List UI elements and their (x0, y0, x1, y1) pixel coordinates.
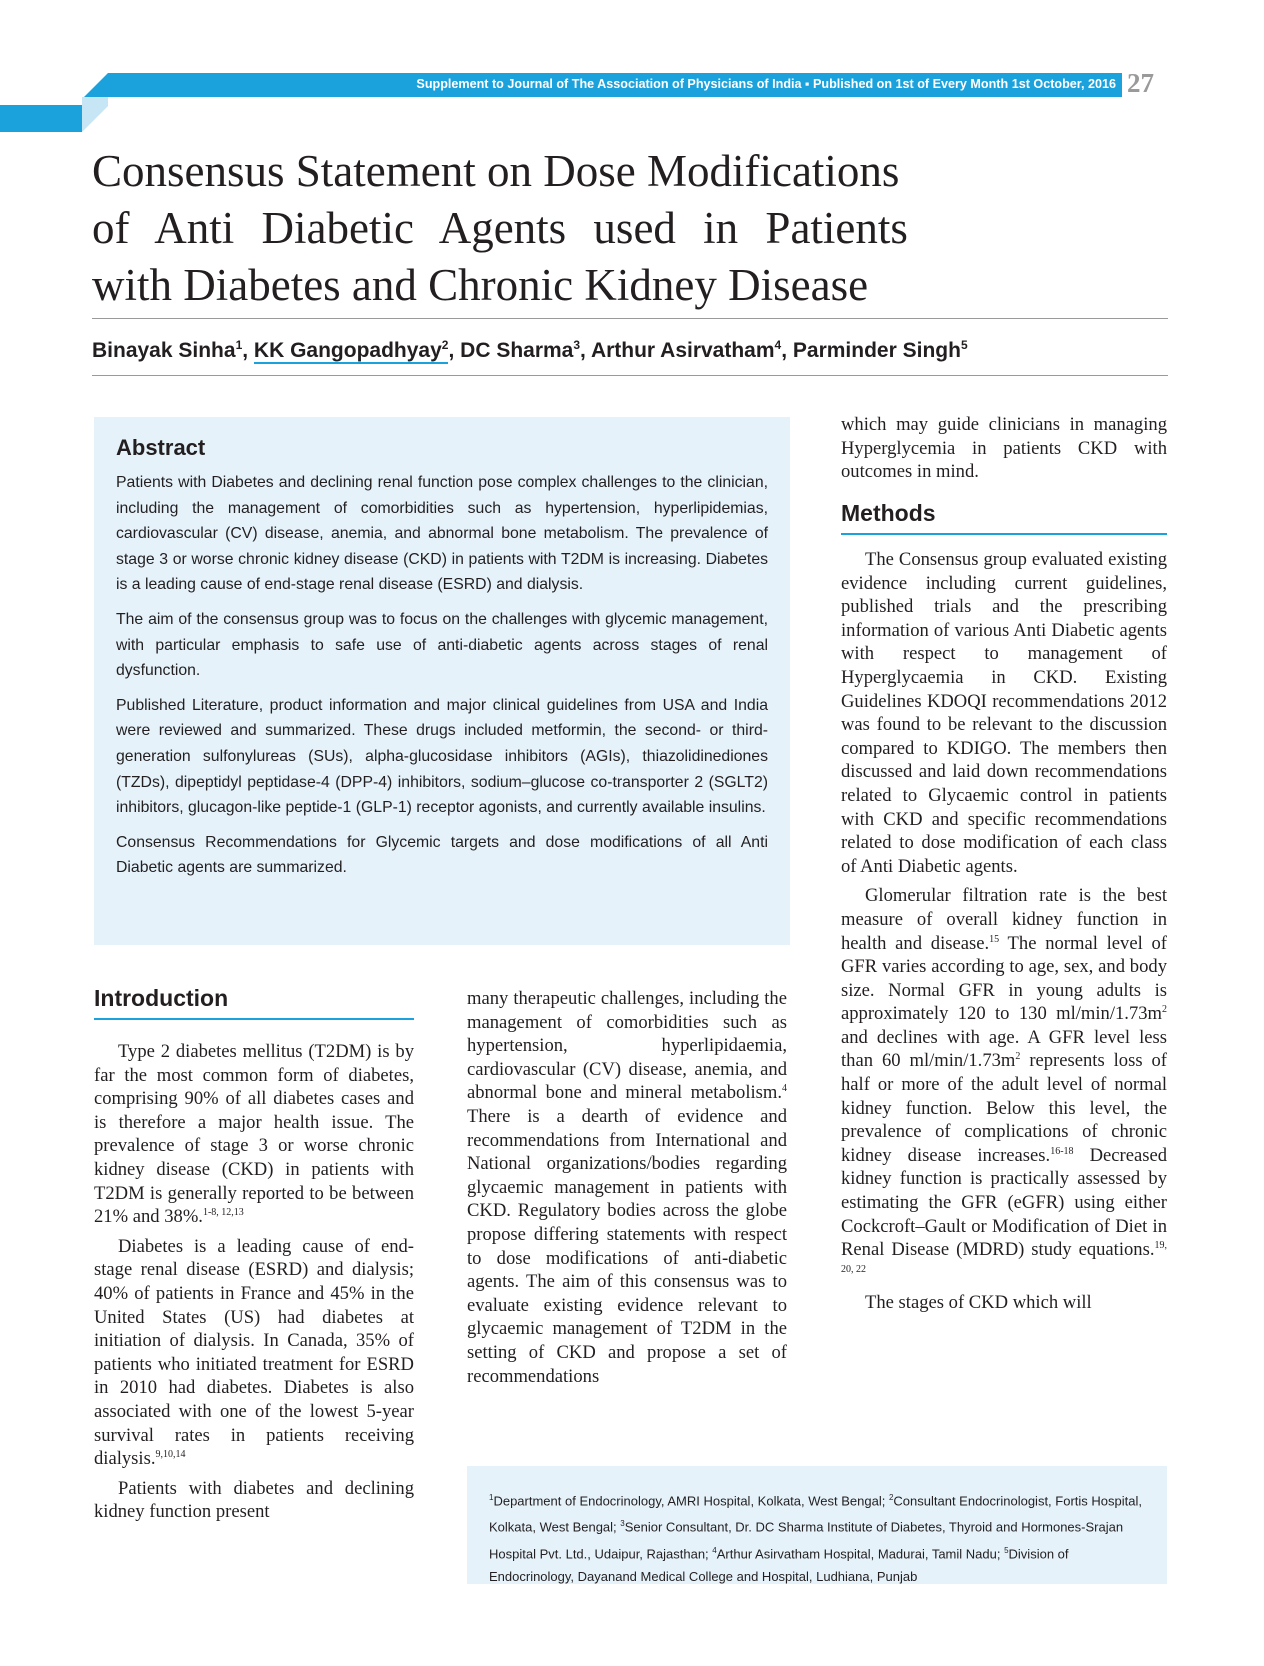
corner-tab (0, 105, 82, 132)
author-list: Binayak Sinha$^1$, KK Gangopadhyay$^2$, DC Sharma$^3$, Arthur Asirvatham$^4$, Parminder Singh$^5$ (92, 338, 968, 362)
author-4: Arthur Asirvatham$^4$ (590, 338, 782, 362)
right-column (841, 548, 1167, 1321)
journal-line: Supplement to Journal of The Association of Physicians of India ▪ Published on 1st of Every Month 1st October, 2016 (416, 77, 1116, 91)
methods-paragraph-3: The stages of CKD which will (865, 1292, 1092, 1314)
title-rule (92, 318, 1168, 319)
header-band-notch (84, 73, 108, 97)
middle-paragraph: many therapeutic challenges, including the management of comorbidities such as hypertension, hyperlipidaemia, cardiovascular (CV) disease, anemia, and abnormal bone and mineral metabolism.$^4$ There is a dearth of evidence and recommendations from International and National organizations/bodies regarding glycaemic management in patients with CKD. Regulatory bodies across the globe propose differing statements with respect to dose modifications of anti-diabetic agents. The aim of this consensus was to evaluate existing evidence relevant to glycaemic management of T2DM in the setting of CKD and propose a set of recommendations (467, 988, 787, 1387)
abstract-paragraph-3: Published Literature, product information and major clinical guidelines from USA and India were reviewed and summarized. These drugs included metformin, the second- or third-generation sulfonylureas (SUs), alpha-glucosidase inhibitors (AGIs), thiazolidinediones (TZDs), dipeptidyl peptidase-4 (DPP-4) inhibitors, sodium–glucose co-transporter 2 (SGLT2) inhibitors, glucagon-like peptide-1 (GLP-1) receptor agonists, and currently available insulins. (116, 696, 768, 817)
methods-heading: Methods (841, 500, 1167, 535)
affiliations-box: $^1$Department of Endocrinology, AMRI Hospital, Kolkata, West Bengal; $^2$Consultant Endocrinologist, Fortis Hospital, Kolkata, West Bengal; $^3$Senior Consultant, Dr. DC Sharma Institute of Diabetes, Thyroid and Hormones-Srajan Hospital Pvt. Ltd., Udaipur, Rajasthan; $^4$Arthur Asirvatham Hospital, Madurai, Tamil Nadu; $^5$Division of Endocrinology, Dayanand Medical College and Hospital, Ludhiana, Punjab (467, 1466, 1167, 1584)
abstract-heading: Abstract (116, 435, 206, 460)
methods-paragraph-2: Glomerular filtration rate is the best measure of overall kidney function in health and disease.$^{15}$ The normal level of GFR varies according to age, sex, and body size. Normal GFR in young adults is approximately 120 to 130 $ml/\min/1.73m^2$ and declines with age. A GFR level less than 60 $ml/\min/1.73m^2$ represents loss of half or more of the adult level of normal kidney function. Below this level, the prevalence of complications of chronic kidney disease increases.$^{16-18}$ Decreased kidney function is practically assessed by estimating the GFR (eGFR) using either Cockcroft–Gault or Modification of Diet in Renal Disease (MDRD) study equations.$^{19, 20, 22}$ (841, 885, 1167, 1275)
authors-rule (92, 375, 1168, 376)
author-3: DC Sharma$^3$ (460, 338, 581, 362)
right-intro-paragraph: which may guide clinicians in managing Hyperglycemia in patients CKD with outcomes in mind. (841, 414, 1167, 483)
right-column-top (841, 413, 1167, 490)
title-line-3: with Diabetes and Chronic Kidney Disease (92, 260, 869, 310)
abstract-paragraph-2: The aim of the consensus group was to focus on the challenges with glycemic management, with particular emphasis to safe use of anti-diabetic agents across stages of renal dysfunction. (116, 610, 768, 680)
corner-accent (82, 97, 108, 132)
middle-column (467, 987, 787, 1394)
author-5: Parminder Singh$^5$ (792, 338, 968, 362)
abstract-paragraph-4: Consensus Recommendations for Glycemic targets and dose modifications of all Anti Diabetic agents are summarized. (116, 833, 768, 877)
left-column (94, 1040, 414, 1530)
author-1: Binayak Sinha$^1$ (92, 338, 243, 362)
intro-paragraph-3: Patients with diabetes and declining kidney function present (94, 1477, 414, 1523)
title-line-1: Consensus Statement on Dose Modifications (92, 146, 900, 196)
title-line-2: of Anti Diabetic Agents used in Patients (92, 203, 908, 253)
introduction-heading: Introduction (94, 985, 414, 1020)
methods-paragraph-1: The Consensus group evaluated existing evidence including current guidelines, published trials and the prescribing information of various Anti Diabetic agents with respect to management of Hyperglycaemia in CKD. Existing Guidelines KDOQI recommendations 2012 was found to be relevant to the discussion compared to KDIGO. The members then discussed and laid down recommendations related to Glycaemic control in patients with CKD and specific recommendations related to dose modification of each class of Anti Diabetic agents. (841, 549, 1167, 877)
author-2[interactable]: KK Gangopadhyay$^2$ (253, 338, 449, 362)
abstract-paragraph-1: Patients with Diabetes and declining renal function pose complex challenges to the clinician, including the management of comorbidities such as hypertension, hyperlipidemias, cardiovascular (CV) disease, anemia, and abnormal bone metabolism. The prevalence of stage 3 or worse chronic kidney disease (CKD) in patients with T2DM is increasing. Diabetes is a leading cause of end-stage renal disease (ESRD) and dialysis. (116, 474, 768, 594)
abstract-box (94, 417, 790, 945)
page-number: 27 (1127, 68, 1154, 98)
article-title (92, 143, 1032, 314)
intro-paragraph-2: Diabetes is a leading cause of end-stage renal disease (ESRD) and dialysis; 40% of patients in France and 45% in the United States (US) had diabetes at initiation of dialysis. In Canada, 35% of patients who initiated treatment for ESRD in 2010 had diabetes. Diabetes is also associated with one of the lowest 5-year survival rates in patients receiving dialysis.$^{9,10,14}$ (94, 1235, 414, 1470)
intro-paragraph-1: Type 2 diabetes mellitus (T2DM) is by far the most common form of diabetes, comprising 90% of all diabetes cases and is therefore a major health issue. The prevalence of stage 3 or worse chronic kidney disease (CKD) in patients with T2DM is generally reported to be between 21% and 38%.$^{1-8, 12,13}$ (94, 1041, 414, 1228)
